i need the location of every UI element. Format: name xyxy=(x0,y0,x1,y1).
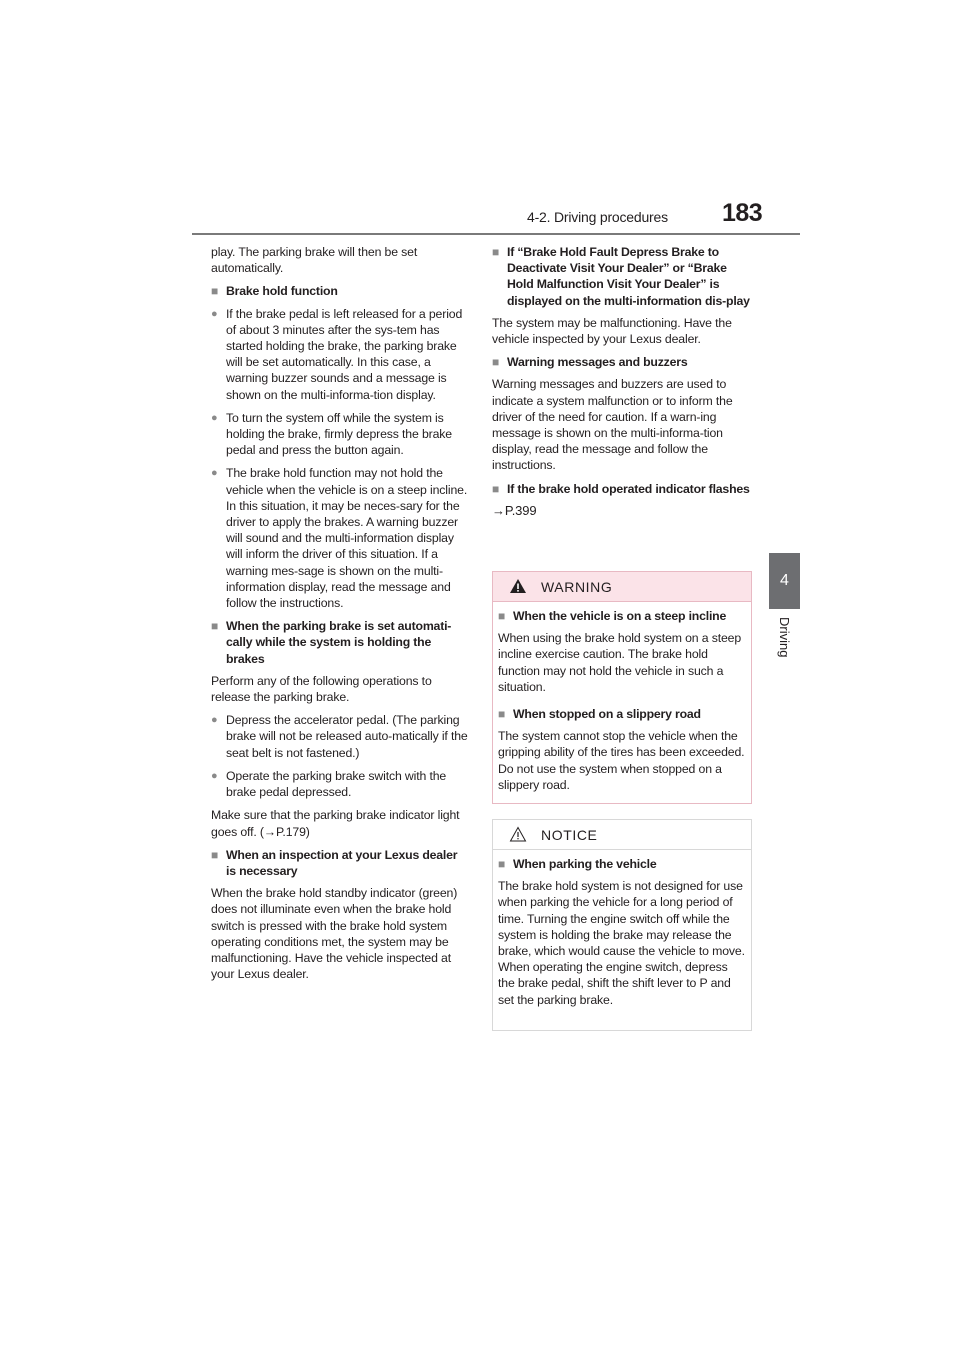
heading-indicator-flashes: ■ If the brake hold operated indicator flashes xyxy=(492,481,750,497)
notice-header xyxy=(493,820,751,850)
section-title: 4-2. Driving procedures xyxy=(527,209,668,225)
notice-body xyxy=(493,850,751,1008)
notice-label: NOTICE xyxy=(541,827,598,843)
heading-fault-message: ■ If “Brake Hold Fault Depress Brake to Deactivate Visit Your Dealer” or “Brake Hold Malfunction Visit Your Dealer” is displayed on the multi-information dis-play xyxy=(492,244,750,309)
notice-paragraph-parking: The brake hold system is not designed for use when parking the vehicle for a long period of time. Turning the engine switch off while the system is holding the brake may release the brake, which would cause the vehicle to move. When operating the engine switch, depress the brake pedal, shift the shift lever to P and set the parking brake. xyxy=(498,879,745,1007)
header-divider xyxy=(192,233,800,235)
paragraph-release: Perform any of the following operations to release the parking brake. xyxy=(211,673,432,705)
heading-warning-messages: ■ Warning messages and buzzers xyxy=(492,354,750,370)
warning-heading-slippery-road: ■ When stopped on a slippery road xyxy=(498,706,745,722)
bullet-parking-switch: ● Operate the parking brake switch with the brake pedal depressed. xyxy=(211,768,469,800)
right-column xyxy=(492,244,750,526)
warning-body xyxy=(493,602,751,793)
warning-paragraph-slippery-road: The system cannot stop the vehicle when the gripping ability of the tires has been exceeded. Do not use the system when stopped on a slippery road. xyxy=(498,729,745,792)
bullet-turn-off: ● To turn the system off while the system is holding the brake, firmly depress the brake pedal and press the button again. xyxy=(211,410,469,459)
chapter-tab: 4 xyxy=(769,553,800,609)
warning-paragraph-steep-incline: When using the brake hold system on a steep incline exercise caution. The brake hold function may not hold the vehicle in such a situation. xyxy=(498,631,742,694)
warning-heading-steep-incline: ■ When the vehicle is on a steep incline xyxy=(498,608,745,624)
caution-triangle-icon xyxy=(509,826,527,846)
bullet-steep-incline: ● The brake hold function may not hold the vehicle when the vehicle is on a steep incline. In this situation, it may be neces-sary for the driver to apply the brakes. A warning buzzer will sound and the multi-information display will inform the driver of this situation. If a warning mes-sage is shown on the multi-information display, read the message and follow the instructions. xyxy=(211,465,469,611)
paragraph-indicator-light: Make sure that the parking brake indicator light goes off. (→P.179) xyxy=(211,808,460,839)
paragraph-malfunction: The system may be malfunctioning. Have the vehicle inspected by your Lexus dealer. xyxy=(492,315,732,347)
heading-parking-brake-auto: ■ When the parking brake is set automati-cally while the system is holding the brakes xyxy=(211,618,469,667)
page-number: 183 xyxy=(722,199,763,227)
bullet-auto-park: ● If the brake pedal is left released for a period of about 3 minutes after the sys-tem has started holding the brake, the parking brake will be set automatically. In this case, a warning buzzer sounds and a message is shown on the multi-informa-tion display. xyxy=(211,306,469,403)
warning-box xyxy=(492,571,752,804)
warning-triangle-icon xyxy=(509,578,527,598)
heading-brake-hold-function: ■ Brake hold function xyxy=(211,283,469,299)
bullet-accelerator: ● Depress the accelerator pedal. (The parking brake will not be released auto-matically if the seat belt is not fastened.) xyxy=(211,712,469,761)
left-column xyxy=(211,244,469,989)
warning-label: WARNING xyxy=(541,579,613,595)
notice-heading-parking: ■ When parking the vehicle xyxy=(498,856,745,872)
paragraph-inspection: When the brake hold standby indicator (green) does not illuminate even when the brake hold switch is pressed with the brake hold system operating conditions met, the system may be malfunctioning. Have the vehicle inspected at your Lexus dealer. xyxy=(211,886,458,982)
page-reference-link[interactable]: →P.399 xyxy=(492,502,537,518)
paragraph-warning-messages: Warning messages and buzzers are used to indicate a system malfunction or to inform the driver of the need for caution. If a warn-ing message is shown on the multi-informa-tion display, read the message and follow the instructions. xyxy=(492,377,733,473)
warning-header xyxy=(493,572,751,602)
heading-inspection: ■ When an inspection at your Lexus dealer is necessary xyxy=(211,847,469,879)
notice-box xyxy=(492,819,752,1031)
intro-paragraph: play. The parking brake will then be set automatically. xyxy=(211,245,418,276)
chapter-label: Driving xyxy=(777,617,792,658)
